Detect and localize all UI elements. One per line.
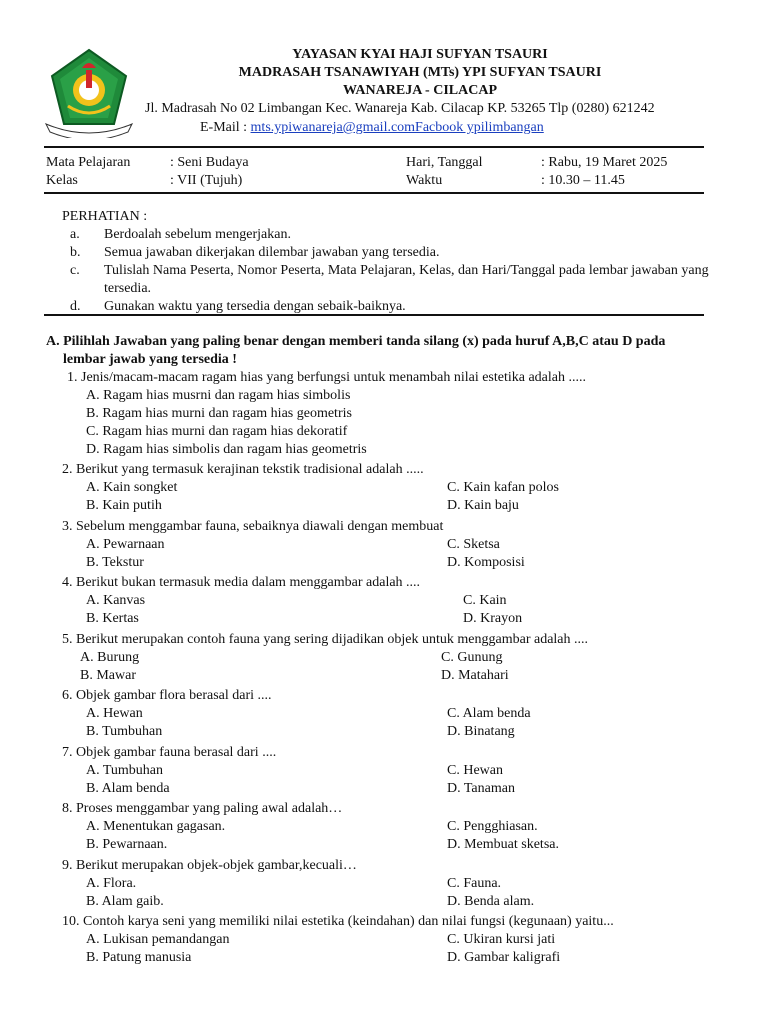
option-7d[interactable]: D. Tanaman (447, 781, 515, 796)
letterhead (0, 46, 768, 142)
question-9: 9. Berikut merupakan objek-objek gambar,kecuali… (62, 858, 357, 873)
school-logo-icon (44, 46, 134, 138)
option-8a[interactable]: A. Menentukan gagasan. (86, 819, 226, 834)
option-4c[interactable]: C. Kain (463, 593, 507, 608)
email-row (200, 119, 544, 137)
option-2b[interactable]: B. Kain putih (86, 498, 162, 513)
option-1b[interactable]: B. Ragam hias murni dan ragam hias geometris (86, 406, 352, 421)
day-label: Hari, Tanggal (406, 155, 483, 170)
instructions-title: PERHATIAN : (62, 209, 148, 224)
option-10c[interactable]: C. Ukiran kursi jati (447, 932, 556, 947)
option-5d[interactable]: D. Matahari (441, 668, 509, 683)
option-7a[interactable]: A. Tumbuhan (86, 763, 164, 778)
header-divider (44, 146, 704, 148)
option-3b[interactable]: B. Tekstur (86, 555, 144, 570)
question-8: 8. Proses menggambar yang paling awal adalah… (62, 801, 343, 816)
question-5: 5. Berikut merupakan contoh fauna yang sering dijadikan objek untuk menggambar adalah .... (62, 632, 589, 647)
option-8d[interactable]: D. Membuat sketsa. (447, 837, 559, 852)
foundation-name: YAYASAN KYAI HAJI SUFYAN TSAURI (292, 47, 548, 62)
subject-value: : Seni Budaya (170, 155, 249, 170)
option-7b[interactable]: B. Alam benda (86, 781, 170, 796)
question-6: 6. Objek gambar flora berasal dari .... (62, 688, 272, 703)
option-8c[interactable]: C. Pengghiasan. (447, 819, 538, 834)
school-location: WANAREJA - CILACAP (342, 83, 497, 98)
option-9c[interactable]: C. Fauna. (447, 876, 502, 891)
school-name: MADRASAH TSANAWIYAH (MTs) YPI SUFYAN TSAURI (238, 65, 602, 80)
subject-label: Mata Pelajaran (46, 155, 131, 170)
question-1: 1. Jenis/macam-macam ragam hias yang berfungsi untuk menambah nilai estetika adalah ..... (67, 370, 586, 385)
option-4a[interactable]: A. Kanvas (86, 593, 146, 608)
time-label: Waktu (406, 173, 443, 188)
option-5c[interactable]: C. Gunung (441, 650, 503, 665)
option-1c[interactable]: C. Ragam hias murni dan ragam hias dekoratif (86, 424, 348, 439)
option-5a[interactable]: A. Burung (80, 650, 140, 665)
option-8b[interactable]: B. Pewarnaan. (86, 837, 168, 852)
option-9a[interactable]: A. Flora. (86, 876, 137, 891)
option-4b[interactable]: B. Kertas (86, 611, 139, 626)
question-7: 7. Objek gambar fauna berasal dari .... (62, 745, 277, 760)
option-7c[interactable]: C. Hewan (447, 763, 503, 778)
day-value: : Rabu, 19 Maret 2025 (541, 155, 668, 170)
option-9d[interactable]: D. Benda alam. (447, 894, 535, 909)
option-1a[interactable]: A. Ragam hias musrni dan ragam hias simbolis (86, 388, 351, 403)
meta-divider (44, 192, 704, 194)
option-10a[interactable]: A. Lukisan pemandangan (86, 932, 230, 947)
option-2d[interactable]: D. Kain baju (447, 498, 519, 513)
question-2: 2. Berikut yang termasuk kerajinan tekstik tradisional adalah ..... (62, 462, 424, 477)
class-value: : VII (Tujuh) (170, 173, 243, 188)
option-10d[interactable]: D. Gambar kaligrafi (447, 950, 561, 965)
option-3d[interactable]: D. Komposisi (447, 555, 525, 570)
option-1d[interactable]: D. Ragam hias simbolis dan ragam hias geometris (86, 442, 367, 457)
question-3: 3. Sebelum menggambar fauna, sebaiknya diawali dengan membuat (62, 519, 444, 534)
option-9b[interactable]: B. Alam gaib. (86, 894, 164, 909)
option-10b[interactable]: B. Patung manusia (86, 950, 192, 965)
option-3c[interactable]: C. Sketsa (447, 537, 500, 552)
email-label: E-Mail : (200, 120, 251, 135)
option-6b[interactable]: B. Tumbuhan (86, 724, 163, 739)
option-6c[interactable]: C. Alam benda (447, 706, 531, 721)
class-label: Kelas (46, 173, 78, 188)
email-link[interactable]: mts.ypiwanareja@gmail.comFacbook ypilimbangan (250, 120, 544, 135)
option-4d[interactable]: D. Krayon (463, 611, 523, 626)
option-2c[interactable]: C. Kain kafan polos (447, 480, 559, 495)
section-a-title: A. Pilihlah Jawaban yang paling benar dengan memberi tanda silang (x) pada huruf A,B,C atau D pada lembar jawab yang tersedia ! (46, 334, 666, 367)
question-10: 10. Contoh karya seni yang memiliki nilai estetika (keindahan) dan nilai fungsi (kegunaan) yaitu... (62, 914, 614, 929)
option-6a[interactable]: A. Hewan (86, 706, 143, 721)
option-3a[interactable]: A. Pewarnaan (86, 537, 165, 552)
time-value: : 10.30 – 11.45 (541, 173, 625, 188)
question-4: 4. Berikut bukan termasuk media dalam menggambar adalah .... (62, 575, 421, 590)
option-2a[interactable]: A. Kain songket (86, 480, 178, 495)
option-5b[interactable]: B. Mawar (80, 668, 136, 683)
instructions-divider (44, 314, 704, 316)
school-address: Jl. Madrasah No 02 Limbangan Kec. Wanareja Kab. Cilacap KP. 53265 Tlp (0280) 621242 (145, 101, 655, 116)
option-6d[interactable]: D. Binatang (447, 724, 515, 739)
